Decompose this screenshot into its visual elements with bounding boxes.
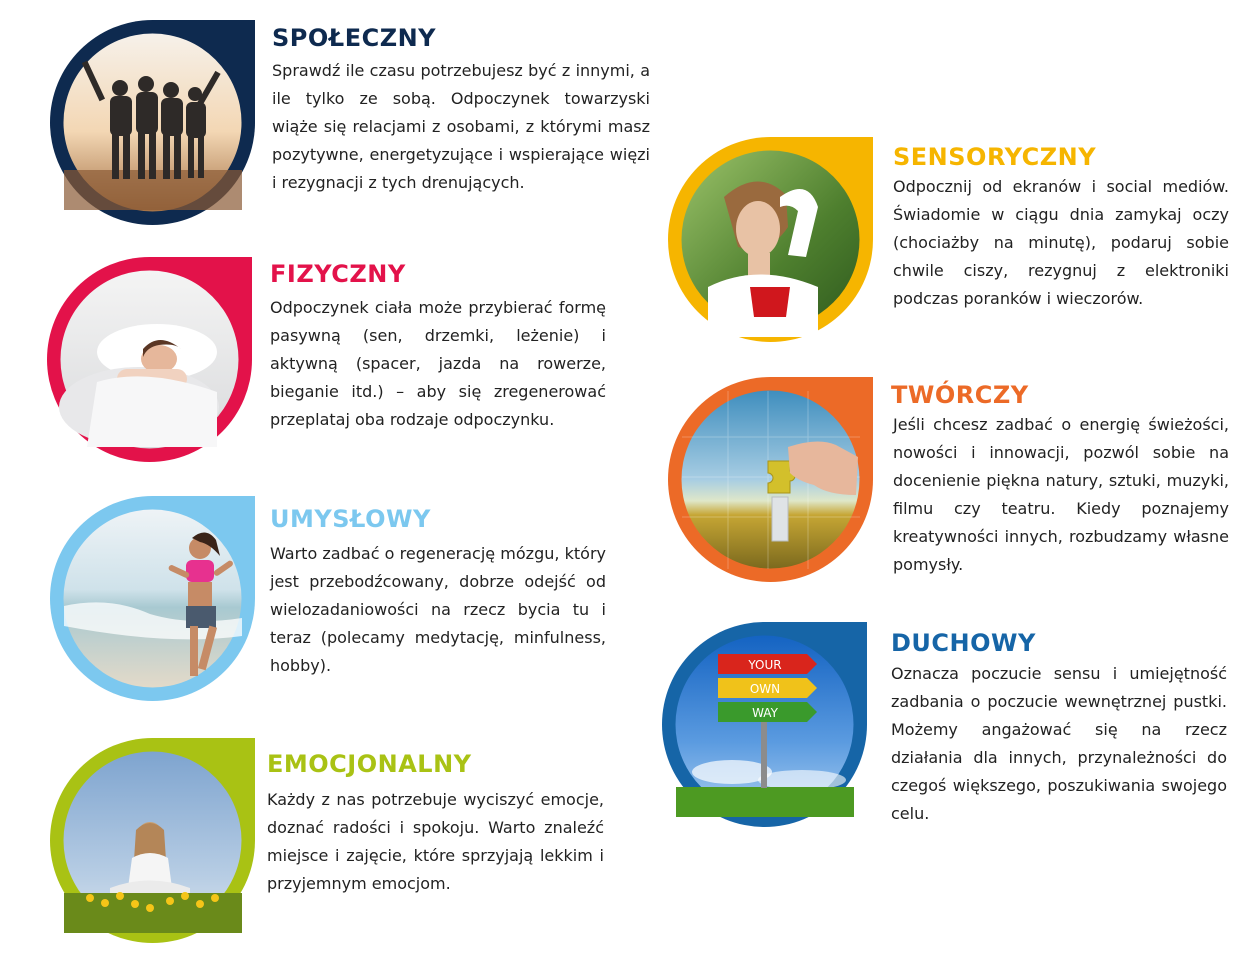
umyslowy-title: UMYSŁOWY [270, 505, 431, 533]
emocjonalny-title: EMOCJONALNY [267, 750, 472, 778]
sensoryczny-photo-badge [668, 137, 873, 342]
spoleczny-text: Sprawdź ile czasu potrzebujesz być z innymi, a ile tylko ze sobą. Odpoczynek towarzyski wiąże się relacjami z osobami, z którymi masz pozytywne, energetyzujące i wspierające więzi i rezygnacji z tych drenujących. [272, 61, 650, 192]
group-of-friends-photo [50, 20, 255, 225]
signpost-photo [662, 622, 867, 827]
sign-label-your: YOUR [748, 658, 782, 672]
meditating-woman-photo [50, 738, 255, 943]
sign-label-own: OWN [749, 682, 781, 696]
beach-runner-photo [50, 496, 255, 701]
tworczy-title: TWÓRCZY [891, 381, 1029, 409]
sign-label-way: WAY [752, 706, 778, 720]
tworczy-text: Jeśli chcesz zadbać o energię świeżości, nowości i innowacji, pozwól sobie na docenienie piękna natury, sztuki, muzyki, filmu czy teatru. Kiedy poznajemy kreatywności innych, rozbudzamy własne pomysły. [893, 415, 1229, 574]
fizyczny-title: FIZYCZNY [270, 260, 406, 288]
umyslowy-text: Warto zadbać o regenerację mózgu, który jest przebodźcowany, dobrze odejść od wielozadaniowości na rzecz bycia tu i teraz (polecamy medytację, minfulness, hobby). [270, 544, 606, 675]
fizyczny-photo-badge [47, 257, 252, 462]
tworczy-photo-badge [668, 377, 873, 582]
umyslowy-photo-badge [50, 496, 255, 701]
spoleczny-title: SPOŁECZNY [272, 24, 437, 52]
duchowy-title: DUCHOWY [891, 629, 1036, 657]
puzzle-landscape-photo [668, 377, 873, 582]
emocjonalny-text: Każdy z nas potrzebuje wyciszyć emocje, doznać radości i spokoju. Warto znaleźć miejsce i zajęcie, które sprzyjają lekkim i przyjemnym emocjom. [267, 790, 604, 893]
spoleczny-photo-badge [50, 20, 255, 225]
sensoryczny-text: Odpocznij od ekranów i social mediów. Świadomie w ciągu dnia zamykaj oczy (chociażby na minutę), podaruj sobie chwile ciszy, rezygnuj z elektroniki podczas poranków i wieczorów. [893, 177, 1229, 308]
sensoryczny-title: SENSORYCZNY [893, 143, 1097, 171]
sleeping-woman-photo [47, 257, 252, 462]
duchowy-text: Oznacza poczucie sensu i umiejętność zadbania o poczucie wewnętrznej pustki. Możemy angażować się na rzecz działania dla innych, przynależności do czegoś większego, poszukiwania swojego celu. [891, 664, 1227, 823]
relaxed-woman-photo [668, 137, 873, 342]
emocjonalny-photo-badge [50, 738, 255, 943]
fizyczny-text: Odpoczynek ciała może przybierać formę pasywną (sen, drzemki, leżenie) i aktywną (spacer, jazda na rowerze, bieganie itd.) – aby się zregenerować przeplataj oba rodzaje odpoczynku. [270, 298, 606, 429]
duchowy-photo-badge [662, 622, 867, 827]
